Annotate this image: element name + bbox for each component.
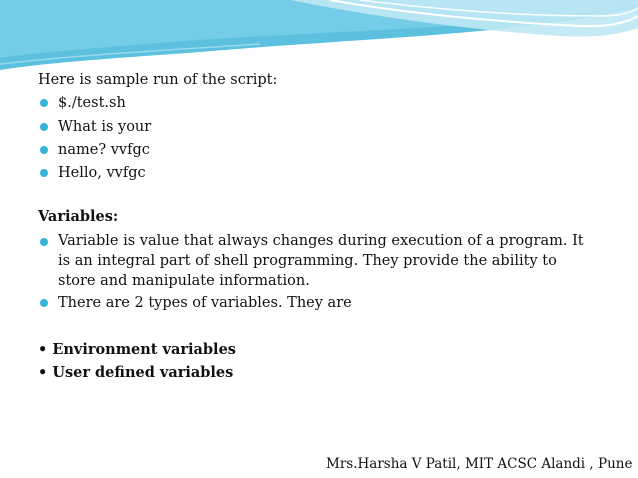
decorative-banner [0,0,638,80]
sample-run-line-2: What is your [58,119,152,135]
variable-types-intro: There are 2 types of variables. They are [58,295,352,311]
bullet-dot [40,299,48,307]
sample-run-line-1: $./test.sh [58,95,126,111]
bullet-dot [40,146,48,154]
sample-run-line-4: Hello, vvfgc [58,165,146,181]
variables-heading: Variables: [38,208,119,225]
bullet-dot [40,123,48,131]
footer-credit: Mrs.Harsha V Patil, MIT ACSC Alandi , Pune [326,456,633,472]
intro-text: Here is sample run of the script: [38,72,278,88]
variable-definition: Variable is value that always changes during execution of a program. It is an integral part of shell programming. They provide the ability to store and manipulate information. [58,233,584,289]
bullet-dot [40,238,48,246]
environment-variables-item: • Environment variables [38,341,236,358]
user-defined-variables-item: • User defined variables [38,364,234,381]
bullet-dot [40,169,48,177]
sample-run-line-3: name? vvfgc [58,142,150,158]
bullet-dot [40,99,48,107]
